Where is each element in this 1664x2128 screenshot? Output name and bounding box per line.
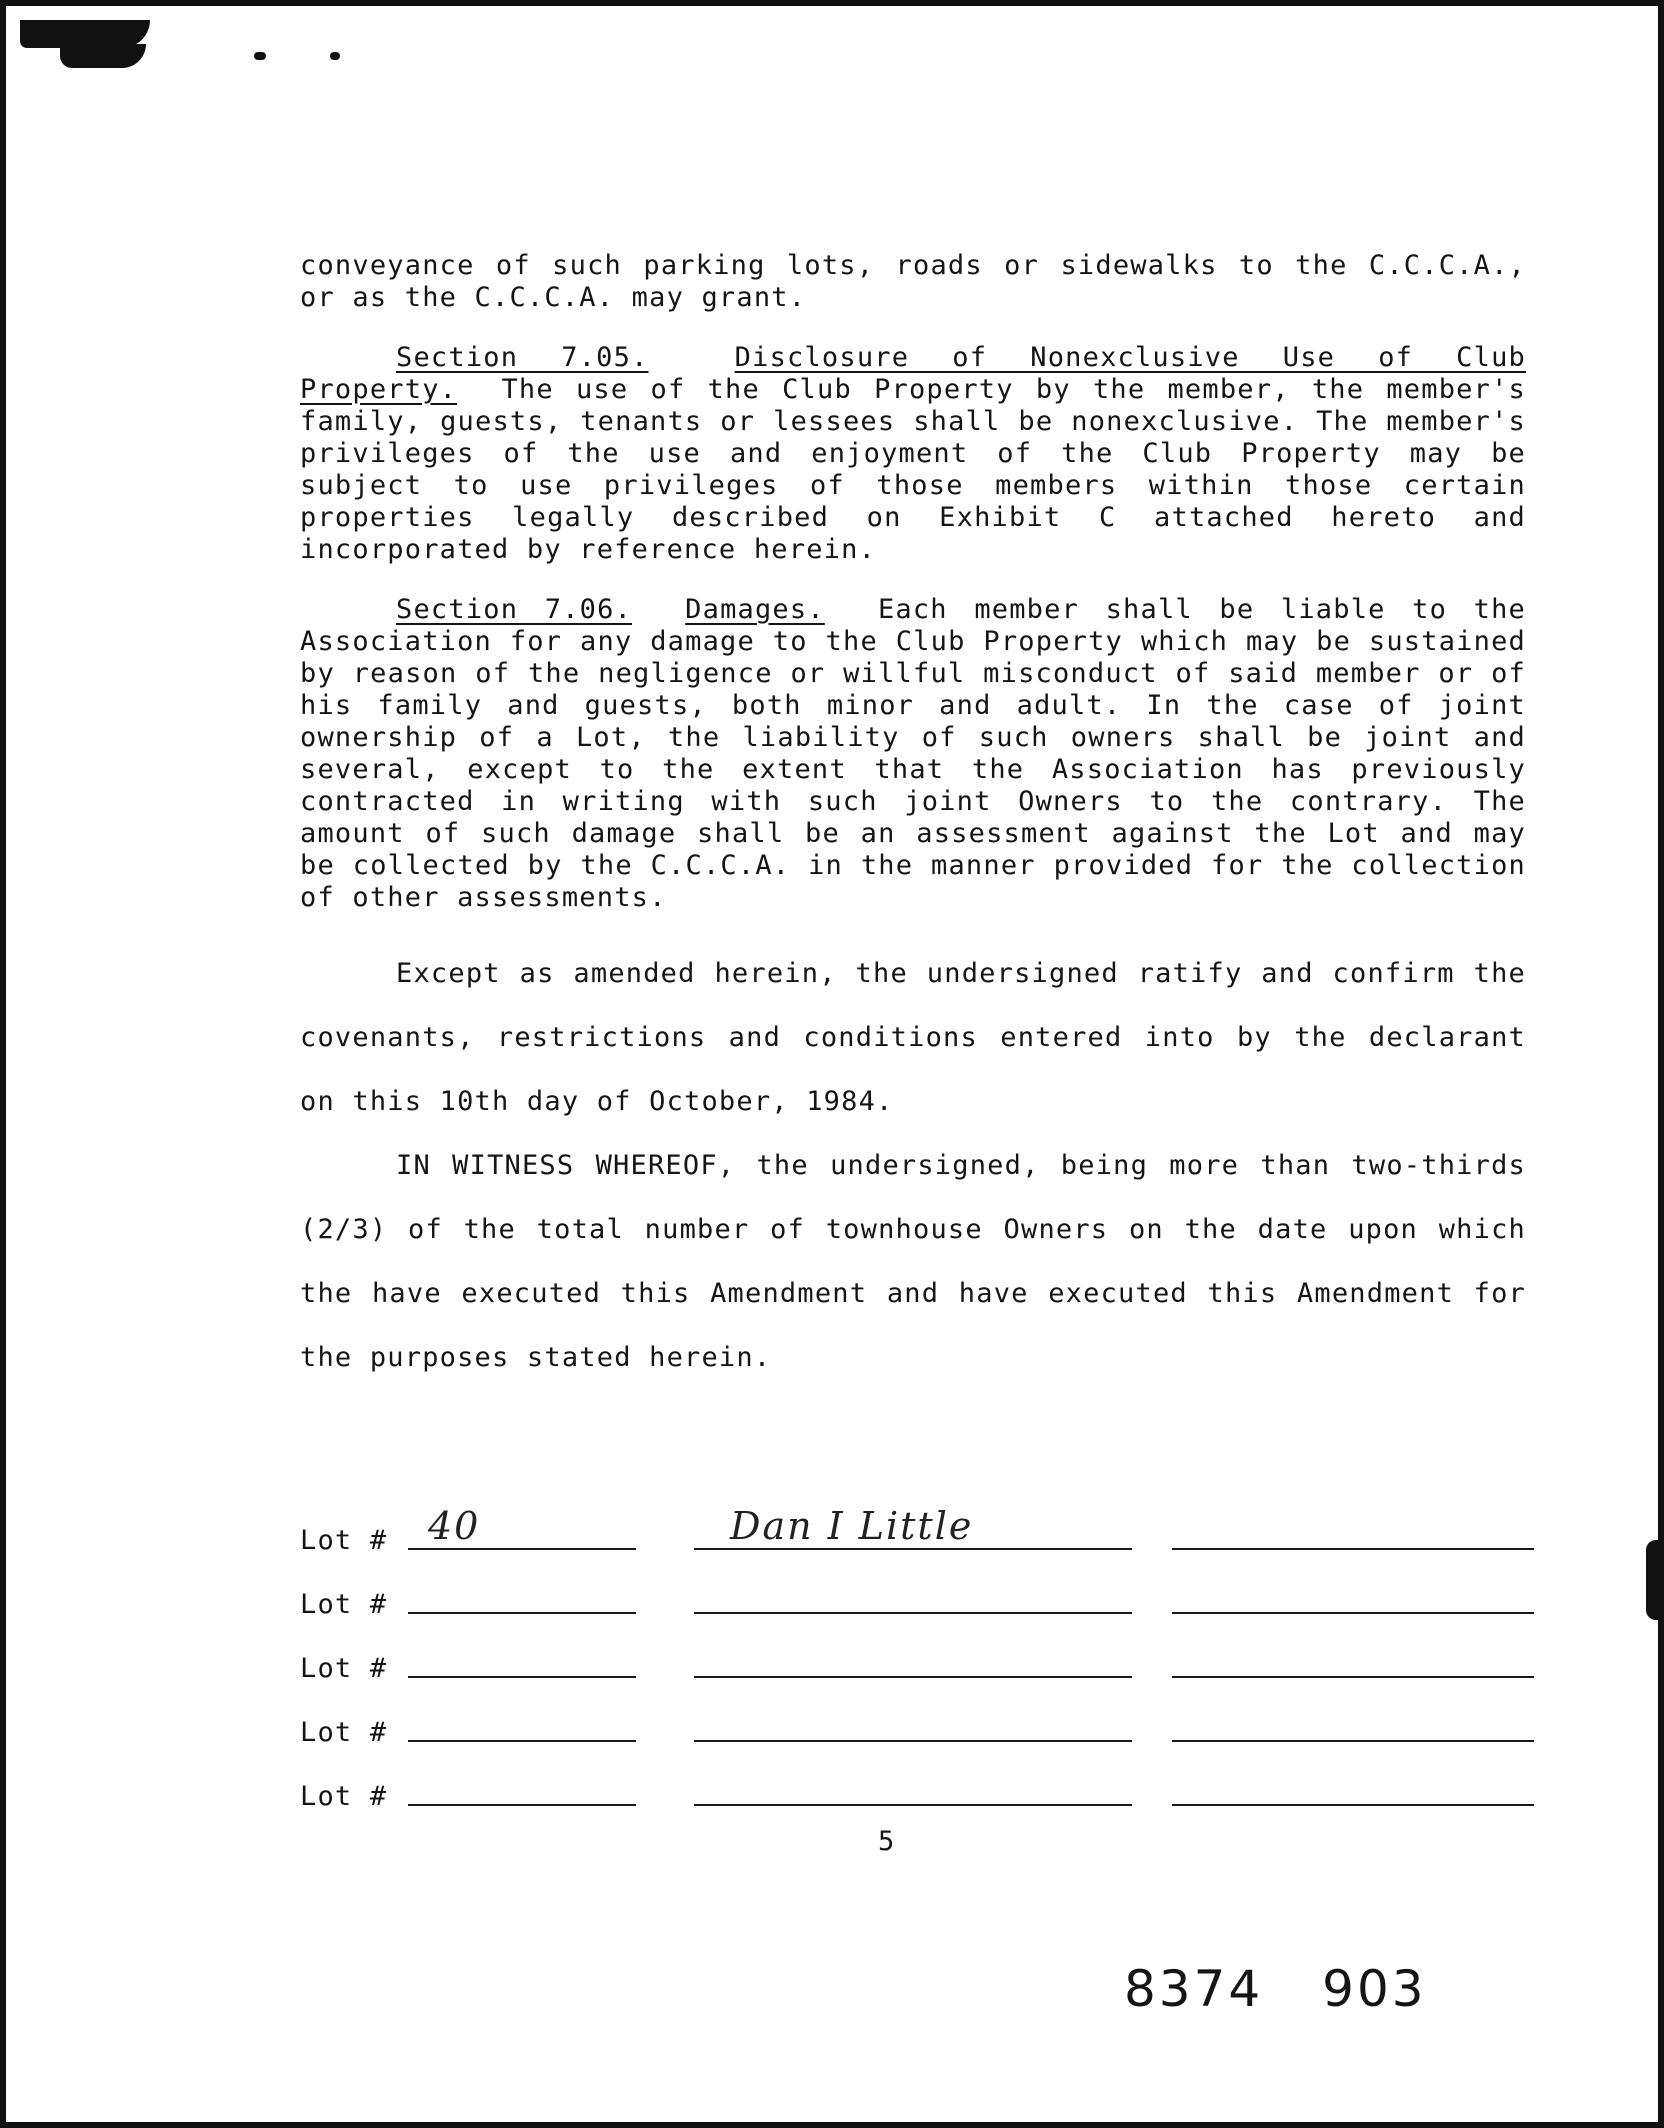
name-line (1172, 1804, 1534, 1806)
name-line (1172, 1612, 1534, 1614)
signature-line (694, 1804, 1132, 1806)
section-7-05-text: The use of the Club Property by the member, the member's family, guests, tenants or lessees shall be nonexclusive. The member's privileges of the use and enjoyment of the Club Property may be subject to use privileges of those members within those certain properties legally described on Exhibit C attached hereto and incorporated by reference herein. (300, 374, 1526, 565)
handwritten-signature: Dan I Little (730, 1504, 974, 1548)
section-7-05-label: Section 7.05. (396, 342, 649, 373)
witness-paragraph: IN WITNESS WHEREOF, the undersigned, being more than two-thirds (2/3) of the total number of townhouse Owners on the date upon which the have executed this Amendment and have executed this Amendment for the purposes stated herein. (300, 1150, 1526, 1373)
document-body (300, 250, 1526, 1390)
continuation-paragraph: conveyance of such parking lots, roads or sidewalks to the C.C.C.A., or as the C.C.C.A. may grant. (300, 250, 1526, 313)
page-number: 5 (878, 1826, 895, 1857)
signature-line (694, 1740, 1132, 1742)
signature-line (694, 1612, 1132, 1614)
section-7-06-label: Section 7.06. (396, 594, 633, 625)
scan-artifact (330, 52, 340, 60)
signature-row (300, 1626, 1540, 1690)
lot-label: Lot # (300, 1781, 388, 1812)
lot-number-line (408, 1548, 636, 1550)
name-line (1172, 1676, 1534, 1678)
signature-block (300, 1498, 1540, 1818)
signature-row (300, 1754, 1540, 1818)
section-7-05-heading: Disclosure of Nonexclusive Use of Club Property. (300, 342, 1526, 405)
lot-number-line (408, 1804, 636, 1806)
section-7-05-paragraph (300, 342, 1526, 566)
signature-line (694, 1548, 1132, 1550)
lot-label: Lot # (300, 1589, 388, 1620)
lot-label: Lot # (300, 1717, 388, 1748)
signature-row (300, 1562, 1540, 1626)
signature-row (300, 1690, 1540, 1754)
lot-number-line (408, 1740, 636, 1742)
scan-artifact (60, 44, 146, 68)
ratification-paragraph: Except as amended herein, the undersigned ratify and confirm the covenants, restrictions and conditions entered into by the declarant on this 10th day of October, 1984. (300, 958, 1526, 1117)
scan-artifact (1646, 1540, 1664, 1620)
lot-number-line (408, 1612, 636, 1614)
lot-label: Lot # (300, 1525, 388, 1556)
scan-artifact (254, 52, 266, 60)
name-line (1172, 1740, 1534, 1742)
signature-row (300, 1498, 1540, 1562)
handwritten-lot-number: 40 (428, 1504, 481, 1548)
section-7-06-paragraph (300, 594, 1526, 914)
section-7-06-text: Each member shall be liable to the Association for any damage to the Club Property which may be sustained by reason of the negligence or willful misconduct of said member or of his family and guests, both minor and adult. In the case of joint ownership of a Lot, the liability of such owners shall be joint and several, except to the extent that the Association has previously contracted in writing with such joint Owners to the contrary. The amount of such damage shall be an assessment against the Lot and may be collected by the C.C.C.A. in the manner provided for the collection of other assessments. (300, 594, 1527, 913)
name-line (1172, 1548, 1534, 1550)
section-7-06-heading: Damages. (685, 594, 825, 625)
lot-label: Lot # (300, 1653, 388, 1684)
signature-line (694, 1676, 1132, 1678)
document-number: 8374 903 (1124, 1960, 1427, 2018)
lot-number-line (408, 1676, 636, 1678)
